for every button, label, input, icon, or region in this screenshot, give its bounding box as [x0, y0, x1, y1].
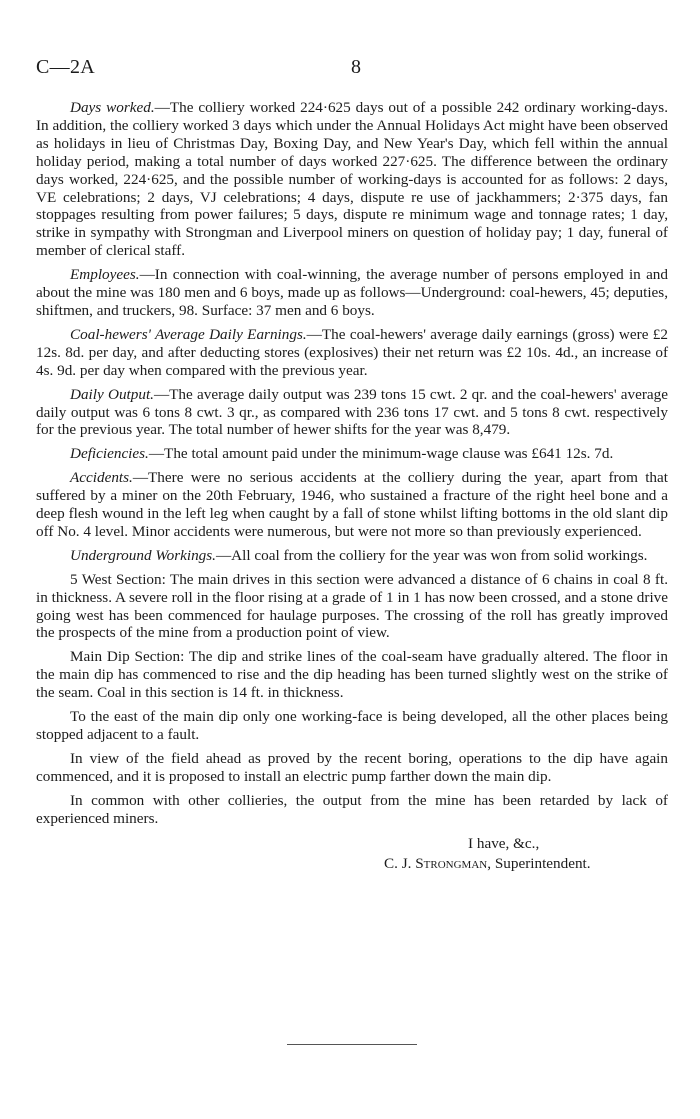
paragraph-heading: Employees.: [70, 266, 140, 284]
paragraph-daily-output: [36, 386, 668, 440]
paragraph-text: To the east of the main dip only one working-face is being developed, all the other places being stopped adjacent to a fault.: [36, 708, 668, 743]
signature-line: [36, 854, 668, 874]
letter-closing: [36, 834, 668, 874]
report-series-code: C—2A: [36, 56, 95, 78]
paragraph-text: Main Dip Section: The dip and strike lines of the coal-seam have gradually altered. The floor in the main dip has commenced to rise and the dip heading has been turned slightly west on the strike of the seam. Coal in this section is 14 ft. in thickness.: [36, 648, 668, 702]
closing-salutation: I have, &c.,: [468, 834, 540, 852]
paragraph-text: In common with other collieries, the output from the mine has been retarded by lack of experienced miners.: [36, 791, 668, 827]
paragraph-text: —There were no serious accidents at the colliery during the year, apart from that suffered by a miner on the 20th February, 1946, who sustained a fracture of the right heel bone and a deep flesh wound in the left leg when caught by a fall of stone whilst lifting bottoms in the old slant dip off No. 4 level. Minor accidents were numerous, but were not more so than previously experienced.: [36, 469, 668, 540]
paragraph-heading: Deficiencies.: [70, 445, 149, 463]
paragraph-heading: Coal-hewers' Average Daily Earnings.: [70, 325, 307, 343]
paragraph-heading: Underground Workings.: [70, 546, 216, 564]
paragraph-east-of-main-dip: [36, 708, 668, 744]
paragraph-text: —In connection with coal-winning, the average number of persons employed in and about the mine was 180 men and 6 boys, made up as follows—Underground: coal-hewers, 45; deputies, shiftmen, and truckers, 98. Surface: 37 men and 6 boys.: [36, 266, 668, 319]
paragraph-text: —The average daily output was 239 tons 15 cwt. 2 qr. and the coal-hewers' average daily output was 6 tons 8 cwt. 3 qr., as compared with 236 tons 17 cwt. and 5 tons 8 cwt. respectively for the previous year. The total number of hewer shifts for the year was 8,479.: [36, 385, 668, 439]
paragraph-text: —The colliery worked 224·625 days out of a possible 242 ordinary working-days. In addition, the colliery worked 3 days which under the Annual Holidays Act might have been observed as holidays in lieu of Christmas Day, Boxing Day, and New Year's Day, which fell within the annual holiday period, making a total number of days worked 227·625. The difference between the ordinary days worked, 224·625, and the possible number of working-days is accounted for as follows: 2 days, VE celebrations; 2 days, VJ celebrations; 4 days, dispute re use of jackhammers; 2·375 days, fan stoppages resulting from power failures; 5 days, dispute re minimum wage and tonnage rates; 1 day, strike in sympathy with Strongman and Liverpool miners on question of holiday pay; 1 day, funeral of member of clerical staff.: [36, 99, 668, 260]
signatory-title: Superintendent.: [494, 854, 591, 872]
paragraph-days-worked: [36, 99, 668, 260]
paragraph-field-ahead: [36, 750, 668, 786]
signatory-name: C. J. Strongman,: [384, 854, 492, 872]
paragraph-coal-hewers-earnings: [36, 326, 668, 380]
paragraph-underground-workings: [36, 547, 668, 565]
paragraph-deficiencies: [36, 445, 668, 463]
paragraph-output-retarded: [36, 792, 668, 828]
paragraph-accidents: [36, 469, 668, 541]
paragraph-employees: [36, 266, 668, 320]
paragraph-5-west-section: [36, 571, 668, 643]
paragraph-text: —The total amount paid under the minimum-wage clause was £641 12s. 7d.: [148, 445, 614, 463]
paragraph-heading: Accidents.: [70, 469, 133, 487]
report-body: [36, 99, 668, 874]
page-header: [36, 56, 668, 82]
paragraph-text: In view of the field ahead as proved by the recent boring, operations to the dip have again commenced, and it is proposed to install an electric pump farther down the main dip.: [36, 749, 668, 785]
paragraph-text: 5 West Section: The main drives in this section were advanced a distance of 6 chains in coal 8 ft. in thickness. A severe roll in the floor rising at a grade of 1 in 1 has now been crossed, and a stone drive going west has been commenced for haulage purposes. The crossing of the roll has greatly improved the prospects of the mine from a production point of view.: [36, 570, 668, 642]
paragraph-text: —All coal from the colliery for the year was won from solid workings.: [215, 546, 648, 564]
paragraph-heading: Daily Output.: [70, 385, 154, 403]
paragraph-heading: Days worked.: [70, 99, 155, 116]
paragraph-main-dip-section: [36, 648, 668, 702]
page-number: 8: [351, 56, 361, 78]
end-rule-divider: [287, 1044, 417, 1045]
paragraph-text: —The coal-hewers' average daily earnings (gross) were £2 12s. 8d. per day, and after deducting stores (explosives) their net return was £2 10s. 4d., an increase of 4s. 9d. per day when compared with the previous year.: [36, 325, 668, 379]
